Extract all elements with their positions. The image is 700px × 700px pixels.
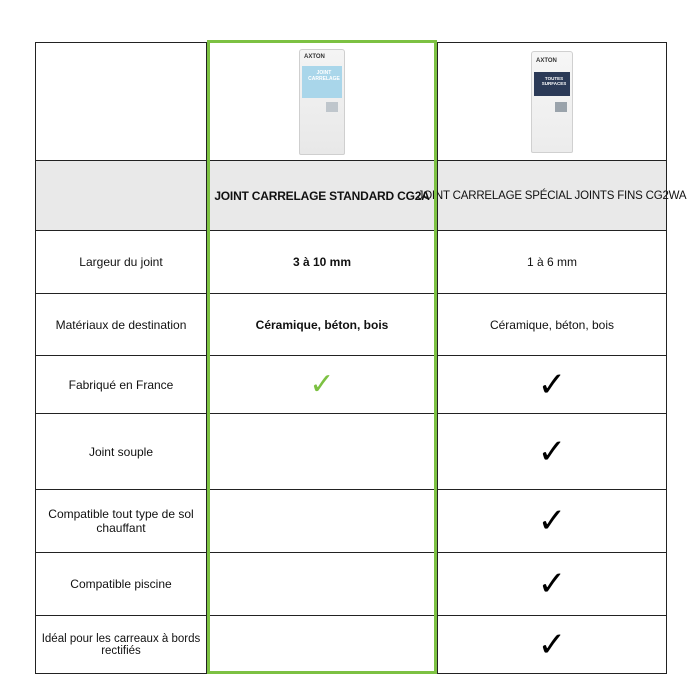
product-2-value: [438, 490, 666, 552]
product-2-image-cell: [438, 43, 666, 160]
product-1-value: [207, 553, 438, 615]
row-label: Largeur du joint: [36, 231, 207, 293]
row-label: Idéal pour les carreaux à bords rectifiés: [36, 616, 207, 673]
product-2-value: [438, 356, 666, 413]
row-label: Matériaux de destination: [36, 294, 207, 355]
table-row: [36, 294, 666, 356]
product-1-value: [207, 490, 438, 552]
product-1-value: Céramique, béton, bois: [207, 294, 438, 355]
product-2-bag-image: [531, 51, 573, 153]
product-1-value: [207, 356, 438, 413]
product-1-bag-brand: AXTON: [304, 53, 325, 60]
product-2-bag-label: TOUTES SURFACES: [541, 75, 567, 86]
green-check-icon: ✓: [309, 366, 335, 402]
product-1-image-cell: [207, 43, 438, 160]
table-row: [36, 414, 666, 490]
row-label: Compatible tout type de sol chauffant: [36, 490, 207, 552]
header-empty-cell: [36, 161, 207, 230]
product-names-row: [36, 161, 687, 231]
table-row: [36, 231, 666, 294]
product-1-value: [207, 414, 438, 489]
product-images-row: [36, 43, 666, 161]
product-1-value: [207, 616, 438, 673]
product-1-name: JOINT CARRELAGE STANDARD CG2A: [207, 161, 438, 230]
row-label: Compatible piscine: [36, 553, 207, 615]
product-2-value: [438, 414, 666, 489]
check-icon: ✓: [537, 501, 567, 541]
table-row: [36, 553, 666, 616]
product-2-value: [438, 553, 666, 615]
product-2-value: 1 à 6 mm: [526, 255, 577, 269]
table-row: [36, 490, 666, 553]
check-icon: ✓: [537, 431, 567, 472]
product-1-bag-label: JOINT CARRELAGE: [308, 69, 340, 82]
check-icon: ✓: [537, 624, 567, 665]
product-2-value: [438, 616, 666, 673]
check-icon: ✓: [537, 564, 567, 604]
product-2-value: Céramique, béton, bois: [489, 317, 615, 332]
product-2-bag-brand: AXTON: [536, 57, 557, 64]
row-label: Fabriqué en France: [36, 356, 207, 413]
table-row: [36, 616, 666, 673]
comparison-table: [35, 42, 687, 674]
check-icon: ✓: [537, 364, 567, 405]
table-row: [36, 356, 666, 414]
product-1-value: 3 à 10 mm: [207, 231, 438, 293]
product-1-bag-image: [299, 49, 345, 155]
row-label: Joint souple: [36, 414, 207, 489]
empty-corner-cell: [36, 43, 207, 160]
product-2-name: JOINT CARRELAGE SPÉCIAL JOINTS FINS CG2WA: [417, 189, 687, 202]
